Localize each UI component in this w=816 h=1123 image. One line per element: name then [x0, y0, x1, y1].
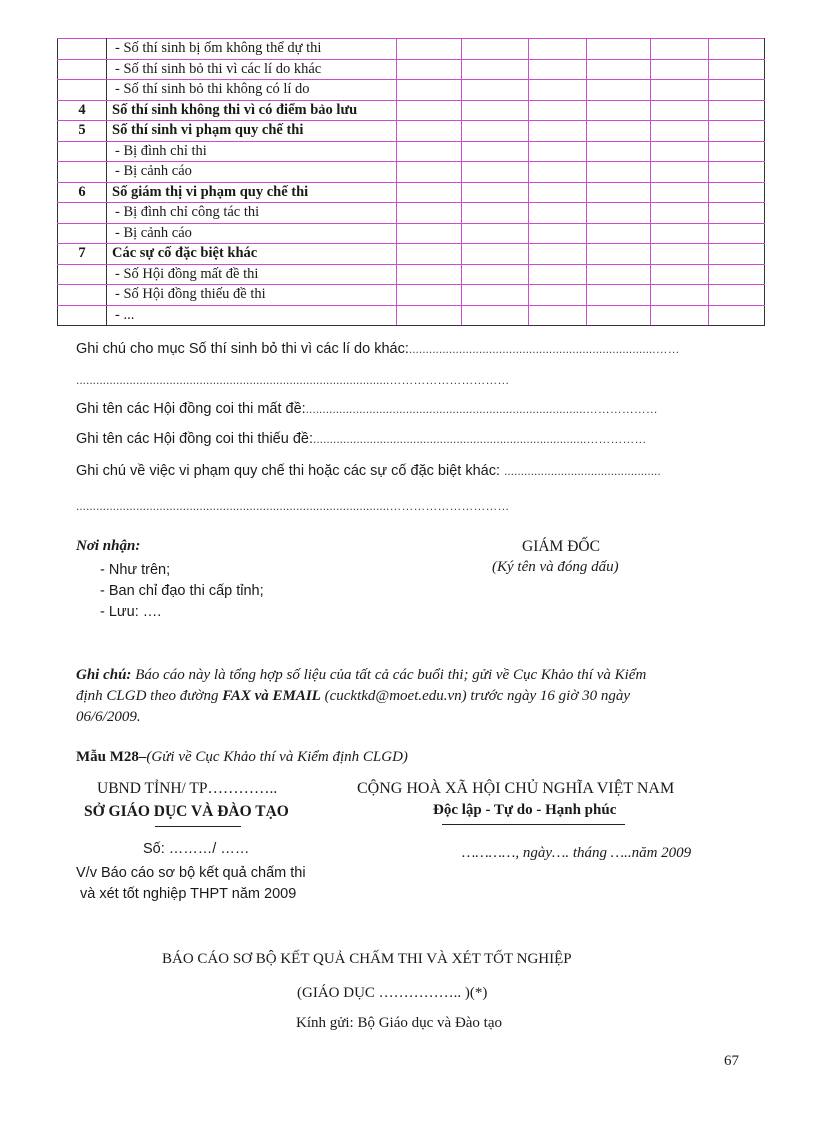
row-number [58, 80, 107, 101]
row-label: - Bị đình chỉ công tác thi [107, 203, 397, 224]
note-label: Ghi tên các Hội đồng coi thi mất đề: [76, 401, 306, 417]
table-row [58, 264, 765, 285]
data-cell [529, 223, 587, 244]
data-cell [529, 305, 587, 326]
data-cell [397, 223, 462, 244]
note-label: Ghi tên các Hội đồng coi thi thiếu đề: [76, 431, 313, 447]
data-cell [709, 305, 765, 326]
footnote-text: Báo cáo này là tổng hợp số liệu của tất cả các buổi thi; gửi về Cục Khảo thí và Kiểm [131, 667, 647, 683]
recipients-list [100, 560, 264, 623]
data-cell [709, 39, 765, 60]
data-cell [709, 162, 765, 183]
data-cell [462, 203, 529, 224]
table-row [58, 162, 765, 183]
data-cell [397, 141, 462, 162]
data-cell [587, 264, 651, 285]
data-cell [397, 244, 462, 265]
data-cell [397, 121, 462, 142]
report-table [57, 38, 765, 326]
data-cell [651, 203, 709, 224]
recipient-item: - Lưu: …. [100, 604, 162, 620]
row-label: Số thí sinh không thi vì có điểm bảo lưu [107, 100, 397, 121]
note-skip-reasons [76, 341, 680, 357]
data-cell [587, 141, 651, 162]
data-cell [709, 223, 765, 244]
data-cell [462, 182, 529, 203]
row-number [58, 141, 107, 162]
table-row [58, 100, 765, 121]
page-number: 67 [724, 1053, 739, 1069]
data-cell [651, 80, 709, 101]
row-number: 4 [58, 100, 107, 121]
data-cell [462, 80, 529, 101]
row-number [58, 264, 107, 285]
data-cell [462, 264, 529, 285]
data-cell [651, 141, 709, 162]
data-cell [709, 285, 765, 306]
data-cell [529, 80, 587, 101]
row-number [58, 285, 107, 306]
data-cell [397, 305, 462, 326]
data-cell [529, 100, 587, 121]
data-cell [587, 80, 651, 101]
document-number: Số: ………/ …… [143, 841, 250, 857]
form-code-line [76, 749, 408, 766]
data-cell [397, 100, 462, 121]
data-cell [709, 203, 765, 224]
right-header-line1: CỘNG HOÀ XÃ HỘI CHỦ NGHĨA VIỆT NAM [357, 780, 675, 797]
row-label: - Số Hội đồng mất đề thi [107, 264, 397, 285]
table-row [58, 305, 765, 326]
row-number [58, 162, 107, 183]
note-dots: ............................................... [504, 464, 661, 478]
data-cell [709, 100, 765, 121]
row-number [58, 203, 107, 224]
data-cell [651, 244, 709, 265]
data-cell [709, 141, 765, 162]
row-label: - Số thí sinh bỏ thi không có lí do [107, 80, 397, 101]
data-cell [462, 141, 529, 162]
note-lacking-exam [76, 431, 646, 447]
recipient-item: - Như trên; [100, 562, 171, 578]
row-number [58, 59, 107, 80]
data-cell [709, 59, 765, 80]
data-cell [462, 100, 529, 121]
row-label: - ... [107, 305, 397, 326]
table-row [58, 182, 765, 203]
recipient-item: - Ban chỉ đạo thi cấp tỉnh; [100, 583, 264, 599]
row-label: - Số thí sinh bỏ thi vì các lí do khác [107, 59, 397, 80]
data-cell [529, 59, 587, 80]
note-skip-reasons-line2: ..............................................................................................………………………… [76, 373, 510, 387]
row-number: 6 [58, 182, 107, 203]
left-header-line1: UBND TỈNH/ TP………….. [97, 780, 278, 797]
row-number [58, 305, 107, 326]
data-cell [587, 182, 651, 203]
right-header-line2: Độc lập - Tự do - Hạnh phúc [433, 802, 617, 818]
row-number: 7 [58, 244, 107, 265]
data-cell [651, 285, 709, 306]
footnote-text: 06/6/2009. [76, 709, 141, 725]
data-cell [651, 264, 709, 285]
table-row [58, 141, 765, 162]
data-cell [651, 59, 709, 80]
row-label: - Số thí sinh bị ốm không thể dự thi [107, 39, 397, 60]
data-cell [529, 121, 587, 142]
recipients-title: Nơi nhận: [76, 538, 141, 554]
table-row [58, 223, 765, 244]
form-code-note: (Gửi về Cục Khảo thí và Kiểm định CLGD) [146, 749, 408, 765]
data-cell [587, 223, 651, 244]
data-cell [529, 285, 587, 306]
signature-subtitle: (Ký tên và đóng dấu) [492, 559, 619, 575]
report-subtitle: (GIÁO DỤC …………….. )(*) [297, 985, 488, 1001]
report-title: BÁO CÁO SƠ BỘ KẾT QUẢ CHẤM THI VÀ XÉT TỐT NGHIỆP [162, 951, 572, 967]
data-cell [462, 244, 529, 265]
data-cell [587, 59, 651, 80]
data-cell [587, 285, 651, 306]
data-cell [651, 39, 709, 60]
data-cell [709, 80, 765, 101]
row-label: - Bị đình chỉ thi [107, 141, 397, 162]
data-cell [709, 244, 765, 265]
data-cell [462, 121, 529, 142]
left-header-underline [155, 826, 241, 827]
note-label: Ghi chú về việc vi phạm quy chế thi hoặc các sự cố đặc biệt khác: [76, 463, 500, 479]
data-cell [709, 264, 765, 285]
data-cell [462, 285, 529, 306]
table-row [58, 285, 765, 306]
row-label: Các sự cố đặc biệt khác [107, 244, 397, 265]
row-number [58, 223, 107, 244]
data-cell [397, 80, 462, 101]
data-cell [587, 121, 651, 142]
data-cell [651, 305, 709, 326]
signature-title: GIÁM ĐỐC [522, 538, 600, 555]
note-dots: ..................................................................................…………… [312, 432, 647, 446]
row-number [58, 39, 107, 60]
date-line: …………, ngày…. tháng …..năm 2009 [462, 845, 692, 861]
data-cell [587, 100, 651, 121]
table-row [58, 59, 765, 80]
note-label: Ghi chú cho mục Số thí sinh bỏ thi vì các lí do khác: [76, 341, 409, 357]
data-cell [529, 203, 587, 224]
footnote-text: định CLGD theo đường [76, 688, 223, 704]
data-cell [587, 39, 651, 60]
data-cell [529, 182, 587, 203]
data-cell [651, 162, 709, 183]
row-label: - Bị cảnh cáo [107, 223, 397, 244]
note-violations-line2: ..............................................................................................………………………… [76, 499, 510, 513]
subject-line1: V/v Báo cáo sơ bộ kết quả chấm thi [76, 865, 306, 881]
form-code: Mẫu M28– [76, 749, 147, 765]
data-cell [651, 182, 709, 203]
data-cell [651, 223, 709, 244]
table-row [58, 121, 765, 142]
data-cell [529, 244, 587, 265]
data-cell [397, 264, 462, 285]
data-cell [397, 39, 462, 60]
table-row [58, 244, 765, 265]
row-label: - Số Hội đồng thiếu đề thi [107, 285, 397, 306]
data-cell [462, 59, 529, 80]
data-cell [462, 39, 529, 60]
footnote-text: (cucktkd@moet.edu.vn) trước ngày 16 giờ 30 ngày [320, 688, 631, 704]
right-header-underline [442, 824, 625, 825]
data-cell [529, 141, 587, 162]
data-cell [587, 162, 651, 183]
data-cell [397, 203, 462, 224]
data-cell [529, 39, 587, 60]
note-violations [76, 463, 661, 479]
table-row [58, 203, 765, 224]
note-dots: ..........................................................................…… [408, 342, 680, 356]
data-cell [529, 264, 587, 285]
data-cell [397, 285, 462, 306]
data-cell [397, 182, 462, 203]
data-cell [709, 182, 765, 203]
data-cell [529, 162, 587, 183]
footnote-bold: FAX và EMAIL [222, 688, 321, 704]
row-number: 5 [58, 121, 107, 142]
left-header-line2: SỞ GIÁO DỤC VÀ ĐÀO TẠO [84, 803, 289, 820]
data-cell [462, 305, 529, 326]
data-cell [651, 100, 709, 121]
footnote [76, 665, 746, 728]
footnote-label: Ghi chú: [76, 667, 132, 683]
data-cell [709, 121, 765, 142]
data-cell [462, 162, 529, 183]
row-label: Số thí sinh vi phạm quy chế thi [107, 121, 397, 142]
table-row [58, 39, 765, 60]
note-dots: ....................................................................................……………… [305, 402, 658, 416]
row-label: Số giám thị vi phạm quy chế thi [107, 182, 397, 203]
data-cell [587, 203, 651, 224]
data-cell [397, 162, 462, 183]
data-cell [587, 305, 651, 326]
data-cell [462, 223, 529, 244]
data-cell [397, 59, 462, 80]
data-cell [587, 244, 651, 265]
table-row [58, 80, 765, 101]
subject-line2: và xét tốt nghiệp THPT năm 2009 [80, 886, 297, 902]
kinh-gui: Kính gửi: Bộ Giáo dục và Đào tạo [296, 1015, 503, 1031]
note-missing-exam [76, 401, 658, 417]
data-cell [651, 121, 709, 142]
row-label: - Bị cảnh cáo [107, 162, 397, 183]
